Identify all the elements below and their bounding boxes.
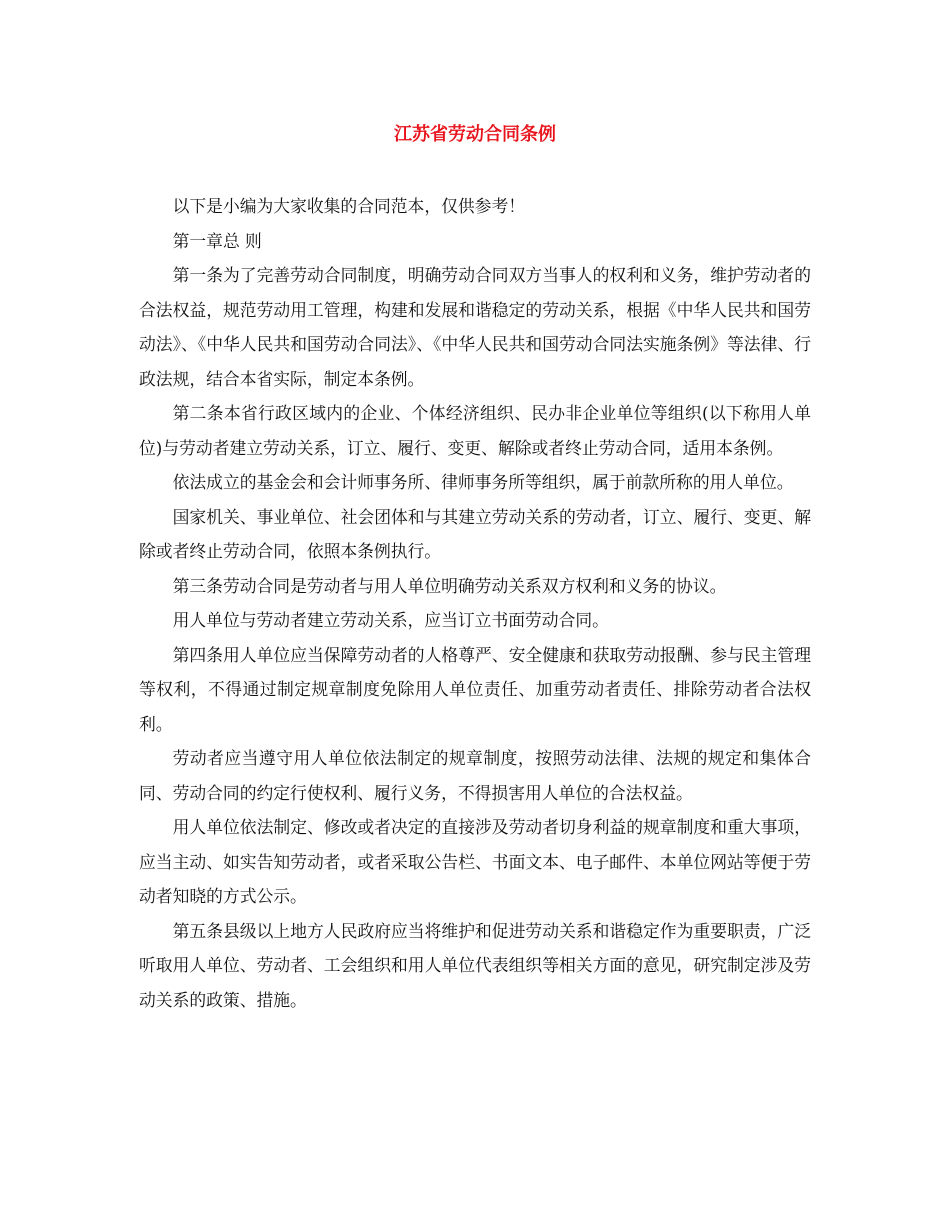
- article-3-paragraph: 第三条劳动合同是劳动者与用人单位明确劳动关系双方权利和义务的协议。: [172, 575, 727, 596]
- article-2-paragraph: 第二条本省行政区域内的企业、个体经济组织、民办非企业单位等组织(以下称用人单位)与劳动者建立劳动关系，订立、履行、变更、解除或者终止劳动合同，适用本条例。: [139, 403, 811, 458]
- document-body: [139, 189, 811, 1017]
- article-4-clause-3: 用人单位依法制定、修改或者决定的直接涉及劳动者切身利益的规章制度和重大事项，应当主动、如实告知劳动者，或者采取公告栏、书面文本、电子邮件、本单位网站等便于劳动者知晓的方式公示。: [139, 817, 811, 906]
- article-4-paragraph: 第四条用人单位应当保障劳动者的人格尊严、安全健康和获取劳动报酬、参与民主管理等权利，不得通过制定规章制度免除用人单位责任、加重劳动者责任、排除劳动者合法权利。: [139, 644, 811, 734]
- chapter-heading: 第一章总 则: [172, 230, 262, 251]
- article-1-paragraph: 第一条为了完善劳动合同制度，明确劳动合同双方当事人的权利和义务，维护劳动者的合法权益，规范劳动用工管理，构建和发展和谐稳定的劳动关系，根据《中华人民共和国劳动法》、《中华人民共和国劳动合同法》、《中华人民共和国劳动合同法实施条例》等法律、行政法规，结合本省实际，制定本条例。: [139, 265, 811, 389]
- document-title: 江苏省劳动合同条例: [394, 124, 556, 145]
- article-3-clause-2: 用人单位与劳动者建立劳动关系，应当订立书面劳动合同。: [172, 610, 609, 630]
- intro-paragraph: 以下是小编为大家收集的合同范本，仅供参考！: [172, 196, 526, 216]
- article-4-clause-2: 劳动者应当遵守用人单位依法制定的规章制度，按照劳动法律、法规的规定和集体合同、劳动合同的约定行使权利、履行义务，不得损害用人单位的合法权益。: [139, 748, 811, 803]
- article-2-clause-3: 国家机关、事业单位、社会团体和与其建立劳动关系的劳动者，订立、履行、变更、解除或者终止劳动合同，依照本条例执行。: [139, 506, 811, 561]
- article-5-paragraph: 第五条县级以上地方人民政府应当将维护和促进劳动关系和谐稳定作为重要职责，广泛听取用人单位、劳动者、工会组织和用人单位代表组织等相关方面的意见，研究制定涉及劳动关系的政策、措施。: [139, 920, 811, 1010]
- article-2-clause-2: 依法成立的基金会和会计师事务所、律师事务所等组织，属于前款所称的用人单位。: [172, 472, 794, 492]
